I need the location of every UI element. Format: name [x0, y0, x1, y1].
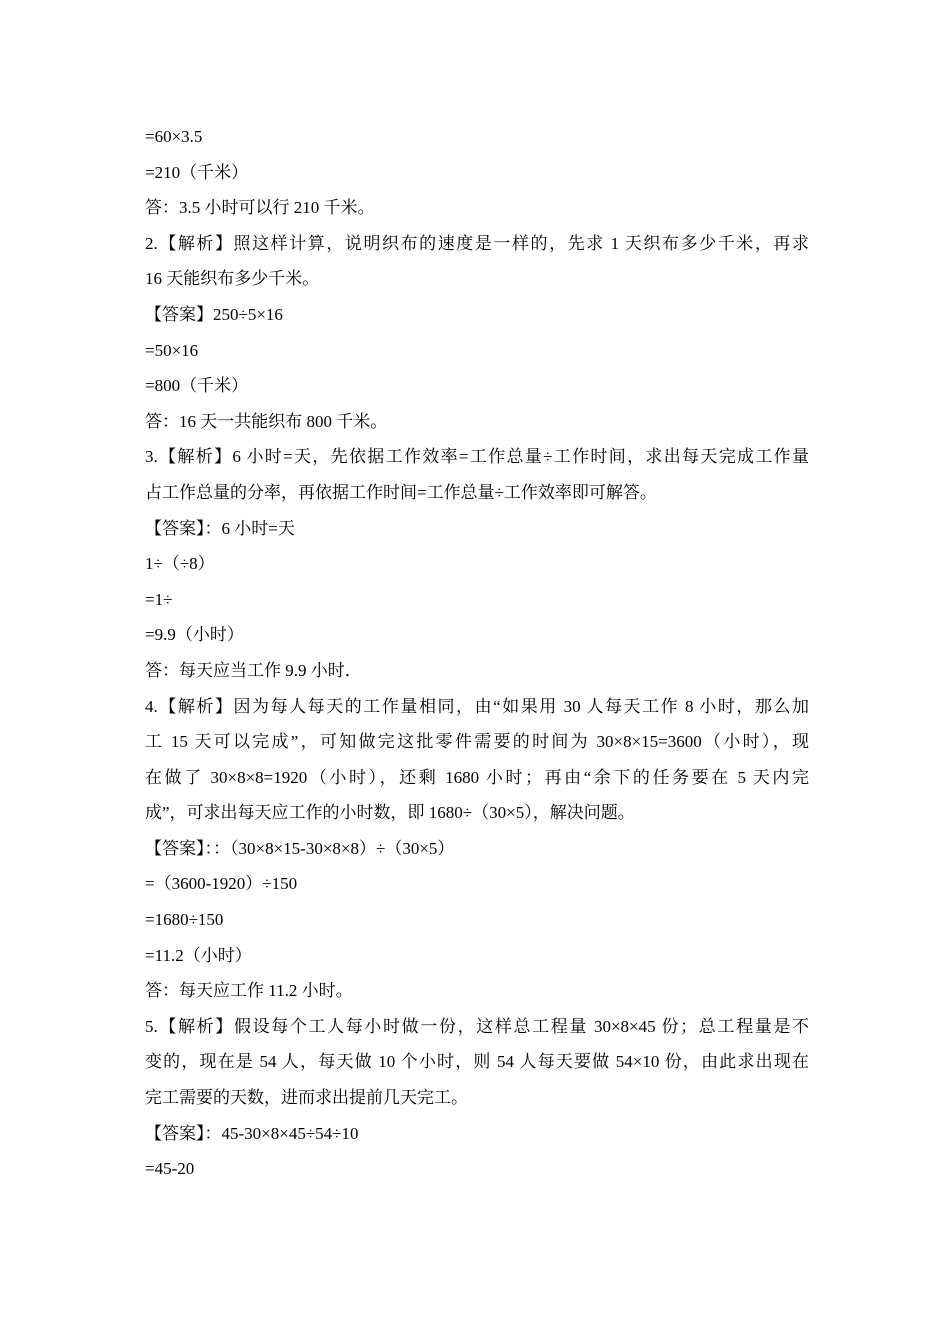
text-line: 成”，可求出每天应工作的小时数，即 1680÷（30×5），解决问题。: [145, 803, 635, 823]
text-line: =1÷: [145, 589, 173, 609]
text-line: 在做了 30×8×8=1920（小时），还剩 1680 小时；再由“余下的任务要在 5 天内完: [145, 767, 809, 787]
text-line: 4.【解析】因为每人每天的工作量相同，由“如果用 30 人每天工作 8 小时，那么加: [145, 696, 809, 716]
text-line: =50×16: [145, 340, 199, 360]
text-line: =60×3.5: [145, 127, 203, 146]
text-line: 答：每天应当工作 9.9 小时．: [145, 660, 362, 680]
text-line: 【答案】250÷5×16: [145, 304, 283, 324]
text-line: 1÷（÷8）: [145, 554, 215, 574]
text-line: 3.【解析】6 小时=天，先依据工作效率=工作总量÷工作时间，求出每天完成工作量: [145, 447, 809, 467]
text-line: 【答案】：6 小时=天: [145, 518, 295, 538]
text-line: 【答案】：45-30×8×45÷54÷10: [145, 1123, 359, 1143]
text-line: =45-20: [145, 1159, 195, 1179]
text-line: 答：3.5 小时可以行 210 千米。: [145, 198, 375, 218]
text-line: =9.9（小时）: [145, 625, 244, 645]
text-line: =210（千米）: [145, 162, 249, 182]
text-line: 答：16 天一共能织布 800 千米。: [145, 411, 388, 431]
text-line: =（3600-1920）÷150: [145, 874, 298, 894]
text-line: 工 15 天可以完成”，可知做完这批零件需要的时间为 30×8×15=3600（小时），现: [145, 732, 809, 752]
text-line: 完工需要的天数，进而求出提前几天完工。: [145, 1088, 468, 1108]
text-line: 16 天能织布多少千米。: [145, 269, 320, 289]
text-line: =1680÷150: [145, 910, 224, 930]
text-line: 答：每天应工作 11.2 小时。: [145, 981, 353, 1001]
text-line: 变的，现在是 54 人，每天做 10 个小时，则 54 人每天要做 54×10 份，由此求出现在: [145, 1052, 809, 1072]
text-line: =800（千米）: [145, 376, 249, 396]
text-line: 【答案】：：（30×8×15-30×8×8）÷（30×5）: [145, 838, 455, 858]
document-body: [145, 119, 809, 1187]
text-line: =11.2（小时）: [145, 945, 252, 965]
text-line: 5.【解析】假设每个工人每小时做一份，这样总工程量 30×8×45 份；总工程量是不: [145, 1016, 809, 1036]
text-line: 2.【解析】照这样计算，说明织布的速度是一样的，先求 1 天织布多少千米，再求: [145, 233, 809, 253]
text-line: 占工作总量的分率，再依据工作时间=工作总量÷工作效率即可解答。: [145, 482, 657, 502]
